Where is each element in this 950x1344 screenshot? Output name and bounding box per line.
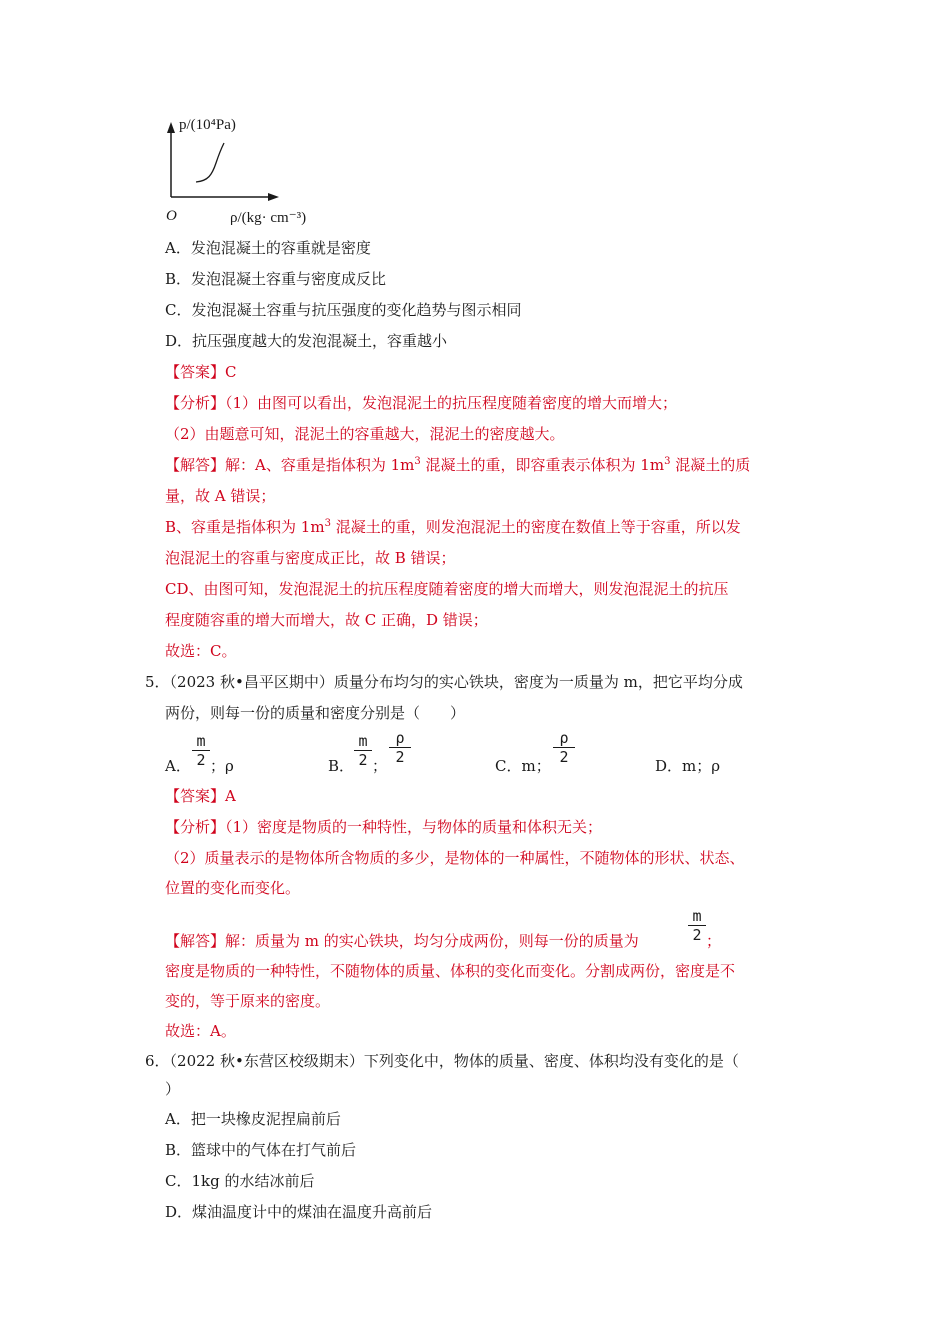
solution-tag: 【解答】 — [165, 456, 226, 474]
answer-value: C — [225, 363, 237, 381]
q4-option-c: C．发泡混凝土容重与抗压强度的变化趋势与图示相同 — [165, 301, 522, 319]
q5-solution-2: 密度是物质的一种特性，不随物体的质量、体积的变化而变化。分割成两份，密度是不 — [165, 962, 736, 980]
superscript: 3 — [414, 456, 421, 467]
q5-option-b-sep: ； — [372, 757, 388, 775]
denominator: 2 — [358, 751, 368, 769]
analysis-tag: 【分析】 — [165, 394, 226, 412]
q6-stem-2: ） — [165, 1080, 181, 1098]
q4-answer — [165, 362, 237, 382]
denominator: 2 — [692, 926, 702, 944]
q5-solution-1 — [165, 931, 639, 951]
q6-option-b: B．篮球中的气体在打气前后 — [165, 1141, 357, 1159]
q5-answer — [165, 786, 236, 806]
fraction-m-over-2 — [192, 733, 210, 768]
analysis-text: （1）由图可以看出，发泡混泥土的抗压程度随着密度的增大而增大； — [225, 394, 678, 412]
q4-solution-cd-line2: 程度随容重的增大而增大，故 C 正确，D 错误； — [165, 611, 488, 629]
q5-option-a-prefix: A． — [165, 757, 191, 775]
origin-label: O — [166, 208, 177, 224]
q5-analysis-2: （2）质量表示的是物体所含物质的多少，是物体的一种属性，不随物体的形状、状态、 — [165, 849, 745, 867]
q4-solution-b-line1 — [165, 517, 741, 537]
y-axis-label: p/(10⁴Pa) — [179, 117, 236, 133]
x-axis-label: ρ/(kg· cm⁻³) — [230, 210, 307, 226]
q4-solution-cd-line1: CD、由图可知，发泡混泥土的抗压程度随着密度的增大而增大，则发泡混泥土的抗压 — [165, 580, 729, 598]
curve — [196, 143, 224, 182]
q5-option-b-prefix: B． — [328, 757, 355, 775]
superscript: 3 — [664, 456, 671, 467]
q6-option-c: C．1kg 的水结冰前后 — [165, 1172, 315, 1190]
answer-value: A — [225, 787, 236, 805]
numerator: m — [358, 732, 368, 750]
denominator: 2 — [395, 748, 405, 766]
q4-solution-a-line2: 量，故 A 错误； — [165, 487, 276, 505]
solution-text: 混凝土的重，则发泡混泥土的密度在数值上等于容重，所以发 — [330, 518, 741, 536]
answer-tag: 【答案】 — [165, 787, 226, 805]
q5-stem-2: 两份，则每一份的质量和密度分别是（ ） — [165, 704, 466, 722]
q5-solution-1-end: ； — [706, 932, 722, 950]
q6-option-d: D．煤油温度计中的煤油在温度升高前后 — [165, 1203, 433, 1221]
analysis-tag: 【分析】 — [165, 818, 226, 836]
pressure-density-graph — [150, 105, 350, 230]
x-axis-arrow — [268, 193, 279, 201]
q5-choose: 故选：A。 — [165, 1022, 236, 1040]
q5-solution-3: 变的，等于原来的密度。 — [165, 992, 331, 1010]
solution-text: B、容重是指体积为 1m — [165, 518, 325, 536]
superscript: 3 — [324, 518, 331, 529]
solution-text: 混凝土的质 — [670, 456, 751, 474]
fraction-rho-over-2 — [553, 730, 575, 765]
y-axis-arrow — [167, 122, 175, 133]
q5-stem-1: 5．（2023 秋•昌平区期中）质量分布均匀的实心铁块，密度为一质量为 m，把它平均分成 — [145, 673, 743, 691]
numerator: m — [692, 907, 702, 925]
q4-analysis-1 — [165, 393, 677, 413]
q4-option-d: D．抗压强度越大的发泡混凝土，容重越小 — [165, 332, 448, 350]
q6-option-a: A．把一块橡皮泥捏扁前后 — [165, 1110, 341, 1128]
denominator: 2 — [196, 751, 206, 769]
q4-solution-b-line2: 泡混泥土的容重与密度成正比，故 B 错误； — [165, 549, 456, 567]
solution-text: 混凝土的重，即容重表示体积为 1m — [420, 456, 665, 474]
q4-choose: 故选：C。 — [165, 642, 237, 660]
q5-option-c-prefix: C．m； — [495, 757, 551, 775]
q4-analysis-2: （2）由题意可知，混泥土的容重越大，混泥土的密度越大。 — [165, 425, 565, 443]
fraction-m-over-2 — [354, 733, 372, 768]
q5-option-d: D．m；ρ — [655, 757, 721, 775]
numerator: m — [196, 732, 206, 750]
q5-analysis-1 — [165, 817, 602, 837]
q4-solution-a-line1 — [165, 455, 750, 475]
numerator: ρ — [559, 729, 569, 747]
q4-option-a: A．发泡混凝土的容重就是密度 — [165, 239, 371, 257]
solution-text: 解：A、容重是指体积为 1m — [225, 456, 415, 474]
solution-text: 解：质量为 m 的实心铁块，均匀分成两份，则每一份的质量为 — [225, 932, 639, 950]
q5-option-a-suffix: ；ρ — [210, 757, 234, 775]
numerator: ρ — [395, 729, 405, 747]
denominator: 2 — [559, 748, 569, 766]
q6-stem-1: 6．（2022 秋•东营区校级期末）下列变化中，物体的质量、密度、体积均没有变化的是（ — [145, 1052, 739, 1070]
analysis-text: （1）密度是物质的一种特性，与物体的质量和体积无关； — [225, 818, 603, 836]
fraction-m-over-2 — [688, 908, 706, 943]
q4-option-b: B．发泡混凝土容重与密度成反比 — [165, 270, 387, 288]
q5-analysis-3: 位置的变化而变化。 — [165, 879, 301, 897]
fraction-rho-over-2 — [389, 730, 411, 765]
solution-tag: 【解答】 — [165, 932, 226, 950]
answer-tag: 【答案】 — [165, 363, 226, 381]
